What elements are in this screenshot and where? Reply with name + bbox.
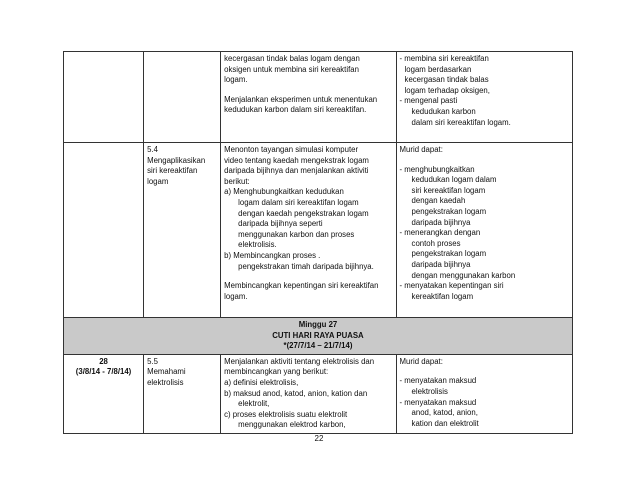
outcome-line: dengan menggunakan karbon [411,270,516,280]
activity-line: logam dalam siri kereaktifan logam [238,197,359,207]
activity-line: kecergasan tindak balas logam dengan [224,54,360,63]
outcome-line: pengekstrakan logam [411,206,487,216]
outcome-line: contoh proses [411,238,461,248]
table-row [64,143,573,318]
activity-line: c) proses elektrolisis suatu elektrolit [224,409,348,419]
outcome-line: logam berdasarkan [404,64,472,74]
objective-line: elektrolisis [147,377,184,387]
activity-line: Menonton tayangan simulasi komputer [224,145,359,154]
page-number: 22 [314,434,324,443]
lesson-plan-table [63,51,573,434]
activity-line: Menjalankan aktiviti tentang elektrolisis dan [224,356,375,366]
outcome-line: anod, katod, anion, [411,408,478,418]
week-dates: (3/8/14 - 7/8/14) [75,367,132,377]
week-cell [64,354,144,433]
activities-cell [221,354,396,433]
outcome-line: siri kereaktifan logam [411,185,486,195]
activity-line: video tentang kaedah mengekstrak logam [224,155,369,165]
table-row [64,354,573,433]
outcome-line: elektrolisis [411,386,448,396]
outcome-line: - mengenal pasti [399,96,458,106]
outcome-line: - menyatakan kepentingan siri [399,281,504,291]
outcome-line: Murid dapat: [399,145,443,154]
objective-cell [144,143,221,318]
activity-line: logam. [224,291,248,301]
objective-line: Mengaplikasikan [147,155,206,165]
outcome-line: - menyatakan maksud [399,376,477,386]
outcome-line: daripada bijihnya [411,217,471,227]
activity-line: daripada bijihnya seperti [238,219,323,229]
objective-line: siri kereaktifan [147,166,198,176]
outcome-line: - menghubungkaitkan [399,164,475,174]
outcome-line: logam terhadap oksigen, [404,85,490,95]
activity-line: menggunakan karbon dan proses [238,229,355,239]
activity-line: Membincangkan kepentingan siri kereaktifan [224,281,379,291]
outcome-line: kedudukan logam dalam [411,175,497,185]
activity-line: logam. [224,75,248,85]
outcome-line: kation dan elektrolit [411,418,479,428]
week-number: 28 [99,356,108,366]
outcome-line: pengekstrakan logam [411,249,487,259]
outcome-line: - menyatakan maksud [399,397,477,407]
objective-line: logam [147,176,169,186]
objective-cell [144,52,221,143]
outcomes-cell [396,143,572,318]
outcome-line: - menerangkan dengan [399,228,481,238]
week-cell [64,143,144,318]
activity-line: membincangkan yang berikut: [224,367,329,377]
activity-line: pengekstrakan timah daripada bijihnya. [238,261,374,271]
activity-line: oksigen untuk membina siri kereaktifan [224,64,359,74]
outcome-line: dengan kaedah [411,196,466,206]
objective-line: 5.4 [147,145,158,154]
outcome-line: kecergasan tindak balas [404,75,489,85]
objective-line: 5.5 [147,356,158,366]
outcome-line: kedudukan karbon [411,106,476,116]
activity-line: elektrolisis. [238,240,277,250]
outcomes-cell [396,354,572,433]
outcome-line: kereaktifan logam [411,291,474,301]
outcomes-cell [396,52,572,143]
outcome-line: dalam siri kereaktifan logam. [411,117,511,127]
activity-line: berikut: [224,176,250,186]
outcome-line: Murid dapat: [399,356,443,366]
holiday-week-label: Minggu 27 [298,320,338,329]
activity-line: a) Menghubungkaitkan kedudukan [224,187,344,197]
activity-line: Menjalankan eksperimen untuk menentukan [224,94,378,104]
holiday-dates: *(27/7/14 – 21/7/14) [283,341,353,351]
activity-line: b) maksud anod, katod, anion, kation dan [224,388,368,398]
activity-line: a) definisi elektrolisis, [224,377,299,387]
activity-line: menggunakan elektrod karbon, [238,420,346,430]
table-row [64,52,573,143]
week-cell [64,52,144,143]
objective-line: Memahami [147,367,186,377]
outcome-line: daripada bijihnya [411,259,471,269]
activity-line: dengan kaedah pengekstrakan logam [238,208,369,218]
activities-cell [221,52,396,143]
outcome-line: - membina siri kereaktifan [399,54,489,63]
activity-line: b) Membincangkan proses . [224,250,321,260]
activity-line: kedudukan karbon dalam siri kereaktifan. [224,105,367,115]
activity-line: daripada bijihnya dan menjalankan aktiviti [224,166,369,176]
holiday-row [64,318,573,355]
holiday-title: CUTI HARI RAYA PUASA [272,330,364,340]
objective-cell [144,354,221,433]
holiday-cell [64,318,573,355]
activity-line: elektrolit, [238,399,270,409]
activities-cell [221,143,396,318]
